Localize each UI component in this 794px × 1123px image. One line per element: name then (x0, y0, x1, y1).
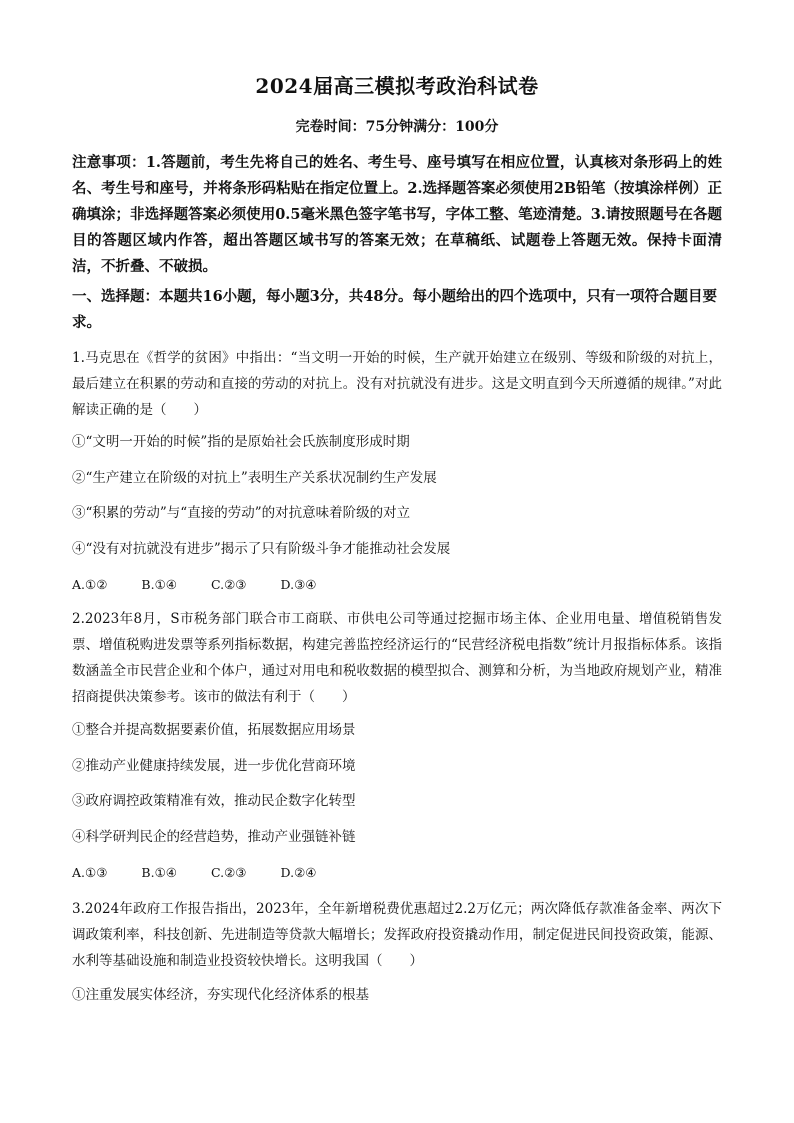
section-heading: 一、选择题：本题共16小题，每小题3分，共48分。每小题给出的四个选项中，只有一项符合题目要求。 (72, 288, 717, 331)
question-2-choice-c: C.②③ (211, 865, 247, 880)
question-1-stem: 1.马克思在《哲学的贫困》中指出：“当文明一开始的时候，生产就开始建立在级别、等级和阶级的对抗上，最后建立在积累的劳动和直接的劳动的对抗上。没有对抗就没有进步。这是文明直到今天所遵循的规律。”对此解读正确的是（ ） (72, 350, 722, 418)
question-1-choice-b: B.①④ (141, 577, 177, 592)
question-2-choice-a: A.①③ (72, 865, 108, 880)
exam-title: 2024届高三模拟考政治科试卷 (255, 74, 539, 98)
question-1-option-2: ②“生产建立在阶级的对抗上”表明生产关系状况制约生产发展 (72, 470, 437, 486)
question-1-option-1: ①“文明一开始的时候”指的是原始社会氏族制度形成时期 (72, 434, 410, 450)
exam-notice: 注意事项：1.答题前，考生先将自己的姓名、考生号、座号填写在相应位置，认真核对条形码上的姓名、考生号和座号，并将条形码粘贴在指定位置上。2.选择题答案必须使用2B铅笔（按填涂样例）正确填涂；非选择题答案必须使用0.5毫米黑色签字笔书写，字体工整、笔迹清楚。3.请按照题号在各题目的答题区域内作答，超出答题区域书写的答案无效；在草稿纸、试题卷上答题无效。保持卡面清洁，不折叠、不破损。 (72, 154, 722, 275)
question-1-choice-d: D.③④ (280, 577, 317, 592)
exam-time-and-score: 完卷时间：75分钟满分：100分 (295, 119, 499, 135)
question-1-choice-a: A.①② (72, 577, 108, 592)
question-2-stem: 2.2023年8月，S市税务部门联合市工商联、市供电公司等通过挖掘市场主体、企业用电量、增值税销售发票、增值税购进发票等系列指标数据，构建完善监控经济运行的“民营经济税电指数”统计月报指标体系。该指数涵盖全市民营企业和个体户，通过对用电和税收数据的模型拟合、测算和分析，为当地政府规划产业，精准招商提供决策参考。该市的做法有利于（ ） (72, 611, 722, 705)
question-3-stem: 3.2024年政府工作报告指出，2023年，全年新增税费优惠超过2.2万亿元；两次降低存款准备金率、两次下调政策利率，科技创新、先进制造等贷款大幅增长；发挥政府投资撬动作用，制定促进民间投资政策，能源、水利等基础设施和制造业投资较快增长。这明我国（ ） (72, 901, 722, 969)
question-1-choice-c: C.②③ (211, 577, 247, 592)
question-2-choice-b: B.①④ (141, 865, 177, 880)
question-1-choices (72, 575, 350, 595)
question-2-choices (72, 863, 350, 883)
question-2-choice-d: D.②④ (280, 865, 317, 880)
question-2-option-3: ③政府调控政策精准有效，推动民企数字化转型 (72, 793, 356, 809)
question-2-option-1: ①整合并提高数据要素价值，拓展数据应用场景 (72, 722, 356, 738)
question-2-option-4: ④科学研判民企的经营趋势，推动产业强链补链 (72, 829, 356, 845)
question-1-option-3: ③“积累的劳动”与“直接的劳动”的对抗意味着阶级的对立 (72, 505, 411, 521)
question-3-option-1: ①注重发展实体经济，夯实现代化经济体系的根基 (72, 987, 369, 1003)
question-2-option-2: ②推动产业健康持续发展，进一步优化营商环境 (72, 758, 356, 774)
question-1-option-4: ④“没有对抗就没有进步”揭示了只有阶级斗争才能推动社会发展 (72, 541, 451, 557)
